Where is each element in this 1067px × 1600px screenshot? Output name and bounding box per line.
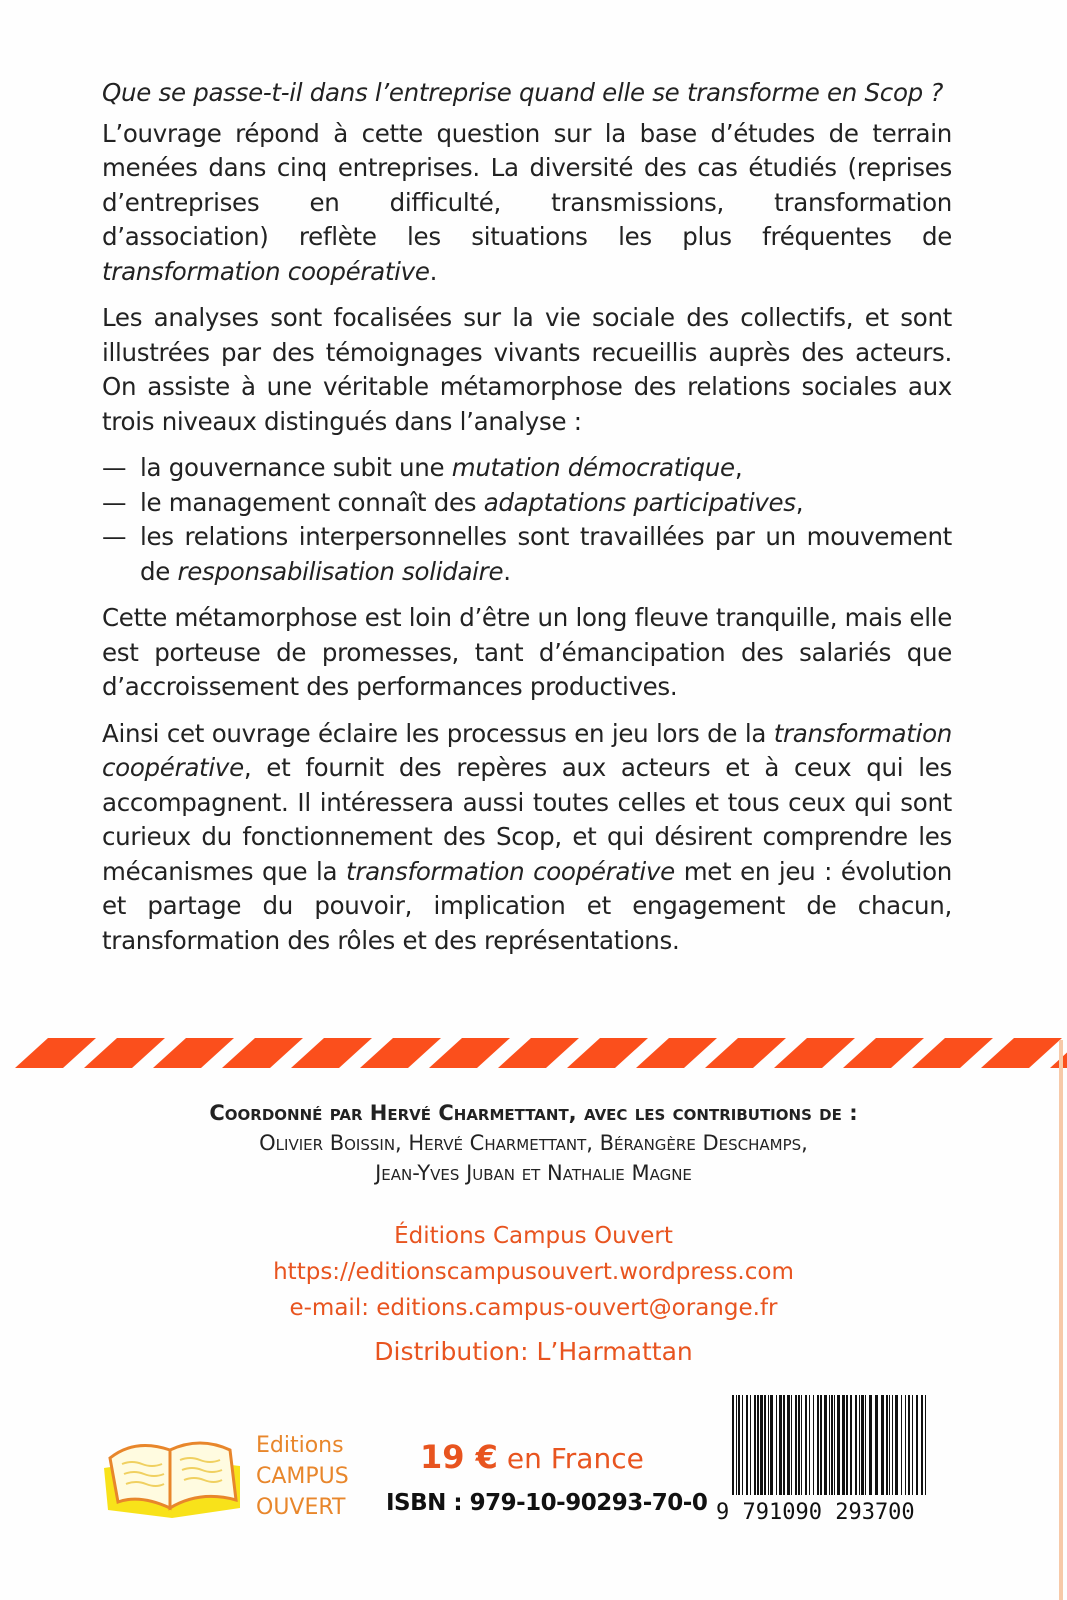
stripe [429, 1038, 510, 1068]
barcode-bar [776, 1395, 777, 1495]
text: . [503, 556, 511, 586]
emphasis: adaptations participatives [483, 487, 796, 517]
list-item [102, 486, 952, 521]
logo-text-line: CAMPUS [256, 1464, 349, 1489]
stripe [15, 1038, 96, 1068]
stripe [843, 1038, 924, 1068]
stripe [291, 1038, 372, 1068]
publisher-url[interactable]: https://editionscampusouvert.wordpress.com [273, 1259, 794, 1285]
barcode-bar [768, 1395, 769, 1495]
isbn: ISBN : 979-10-90293-70-0 [386, 1490, 708, 1516]
barcode-bar [912, 1395, 913, 1495]
barcode-bar [859, 1395, 860, 1495]
open-book-logo-icon [100, 1428, 245, 1523]
barcode-bar [779, 1395, 782, 1495]
barcode-bar [820, 1395, 822, 1495]
barcode-bar [746, 1395, 748, 1495]
barcode-bar [881, 1395, 884, 1495]
barcode-bar [795, 1395, 797, 1495]
paragraph-1 [102, 117, 952, 290]
barcode-bar [760, 1395, 763, 1495]
text: le management connaît des [140, 487, 484, 517]
lead-question: Que se passe-t-il dans l’entreprise quand elle se transforme en Scop ? [102, 78, 944, 107]
barcode-bar [916, 1395, 918, 1495]
publisher-name: Éditions Campus Ouvert [394, 1223, 673, 1249]
stripe [774, 1038, 855, 1068]
barcode-bar [895, 1395, 898, 1495]
barcode-bar [813, 1395, 814, 1495]
barcode-digits: 9 791090 293700 [716, 1500, 915, 1525]
text: , [795, 487, 804, 517]
barcode-bar [754, 1395, 756, 1495]
barcode-bar [855, 1395, 857, 1495]
barcode-bar [783, 1395, 785, 1495]
barcode-bar [736, 1395, 737, 1495]
paragraph-3: Cette métamorphose est loin d’être un long fleuve tranquille, mais elle est porteuse de promesses, tant d’émancipation des salariés que d’accroissement des performances productives. [102, 603, 952, 701]
barcode-bar [764, 1395, 766, 1495]
barcode-bar [829, 1395, 830, 1495]
credits-contributors: Olivier Boissin, Hervé Charmettant, Bérangère Deschamps, [259, 1131, 808, 1155]
text: met en jeu : évolution et partage du pouvoir, implication et engagement de chacun, transformation des rôles et des représentations. [102, 856, 952, 955]
text: , et fournit des repères aux acteurs et à ceux qui les accompagnent. Il intéressera aussi toutes celles et tous ceux qui sont curieux du fonctionnement des Scop, et qui désirent comprendre les mécanismes que la [102, 753, 952, 886]
barcode-bar [817, 1395, 819, 1495]
barcode-bar [850, 1395, 852, 1495]
credits-contributors: Jean-Yves Juban et Nathalie Magne [375, 1161, 692, 1185]
barcode-bar [738, 1395, 740, 1495]
paragraph-4 [102, 717, 952, 959]
price [420, 1438, 644, 1476]
emphasis: transformation coopérative [346, 856, 675, 886]
barcode-bar [865, 1395, 866, 1495]
text: la gouvernance subit une [140, 453, 452, 482]
barcode-bar [861, 1395, 864, 1495]
stripe [153, 1038, 234, 1068]
stripe [981, 1038, 1062, 1068]
emphasis: responsabilisation solidaire [177, 556, 504, 586]
emphasis: transformation coopérative [102, 256, 430, 286]
barcode-bar [837, 1395, 840, 1495]
hazard-stripe-divider [0, 1038, 1067, 1068]
credits-coordinator: Coordonné par Hervé Charmettant, avec les contributions de : [209, 1101, 858, 1125]
barcode-bar [805, 1395, 807, 1495]
barcode-bar [750, 1395, 751, 1495]
text: , [734, 453, 743, 482]
barcode-bar [757, 1395, 759, 1495]
text: les relations interpersonnelles sont travaillées par un mouvement de [140, 522, 952, 586]
barcode-bar [732, 1395, 734, 1495]
list-item [102, 520, 952, 589]
barcode [712, 1395, 942, 1525]
barcode-bar [798, 1395, 800, 1495]
barcode-bar [834, 1395, 835, 1495]
distribution: Distribution: L’Harmattan [374, 1337, 693, 1366]
price-amount: 19 € [420, 1438, 498, 1476]
barcode-bar [875, 1395, 878, 1495]
logo-text-line: OUVERT [256, 1495, 346, 1520]
barcode-bar [787, 1395, 790, 1495]
stripe [84, 1038, 165, 1068]
barcode-bar [842, 1395, 845, 1495]
publisher-info [0, 1218, 1067, 1370]
barcode-bar [925, 1395, 926, 1495]
price-suffix: en France [497, 1442, 644, 1475]
barcode-bar [824, 1395, 827, 1495]
barcode-bar [921, 1395, 923, 1495]
levels-list [102, 451, 952, 589]
stripe [705, 1038, 786, 1068]
barcode-bar [905, 1395, 906, 1495]
barcode-bar [892, 1395, 893, 1495]
barcode-bar [742, 1395, 743, 1495]
credits [0, 1098, 1067, 1188]
emphasis: transformation coopérative [102, 718, 952, 782]
barcode-bar [809, 1395, 810, 1495]
barcode-bar [901, 1395, 902, 1495]
back-cover-text [102, 76, 952, 970]
text: Ainsi cet ouvrage éclaire les processus en jeu lors de la [102, 718, 774, 748]
stripe [498, 1038, 579, 1068]
stripe [360, 1038, 441, 1068]
stripe [636, 1038, 717, 1068]
list-item [102, 451, 952, 486]
paragraph-2: Les analyses sont focalisées sur la vie sociale des collectifs, et sont illustrées par des témoignages vivants recueillis auprès des acteurs. On assiste à une véritable métamorphose des relations sociales aux trois niveaux distingués dans l’analyse : [102, 303, 952, 436]
publisher-email[interactable]: e-mail: editions.campus-ouvert@orange.fr [289, 1295, 778, 1321]
barcode-bar [846, 1395, 848, 1495]
barcode-bar [869, 1395, 872, 1495]
barcode-bar [770, 1395, 773, 1495]
barcode-bar [791, 1395, 792, 1495]
logo-text [256, 1430, 349, 1523]
barcode-bar [886, 1395, 888, 1495]
stripe [912, 1038, 993, 1068]
barcode-bar [889, 1395, 890, 1495]
barcode-bar [908, 1395, 910, 1495]
text: L’ouvrage répond à cette question sur la base d’études de terrain menées dans cinq entreprises. La diversité des cas étudiés (reprises d’entreprises en difficulté, transmissions, transformation d’association) reflète les situations les plus fréquentes de [102, 118, 952, 251]
logo-text-line: Editions [256, 1433, 344, 1458]
stripe [222, 1038, 303, 1068]
barcode-bar [831, 1395, 833, 1495]
stripe [567, 1038, 648, 1068]
emphasis: mutation démocratique [451, 453, 735, 482]
barcode-bar [801, 1395, 802, 1495]
text: . [429, 256, 438, 286]
